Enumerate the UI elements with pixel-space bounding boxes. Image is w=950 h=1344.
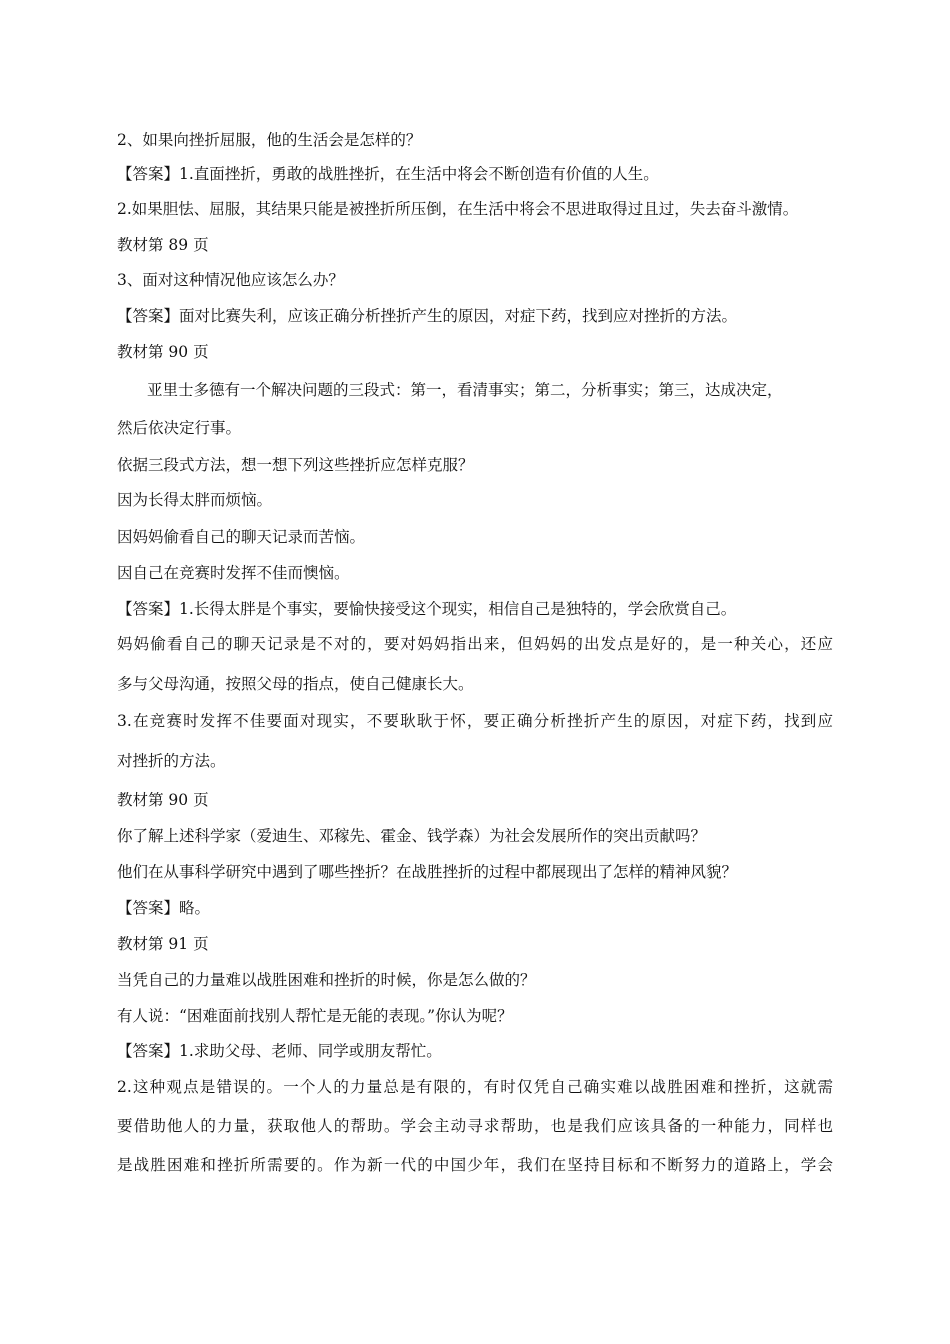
paragraph-line: 然后依决定行事。 (117, 419, 242, 437)
answer-line: 3.在竞赛时发挥不佳要面对现实，不要耿耿于怀，要正确分析挫折产生的原因，对症下药，找到应 (117, 712, 833, 730)
answer-line: 【答案】面对比赛失利，应该正确分析挫折产生的原因，对症下药，找到应对挫折的方法。 (117, 307, 738, 325)
answer-line: 【答案】1.求助父母、老师、同学或朋友帮忙。 (117, 1042, 442, 1060)
question-line: 3、面对这种情况他应该怎么办？ (117, 271, 344, 289)
question-line: 依据三段式方法，想一想下列这些挫折应怎样克服？ (117, 456, 474, 474)
question-line: 有人说：“困难面前找别人帮忙是无能的表现。”你认为呢？ (117, 1007, 513, 1025)
textbook-page-heading: 教材第 89 页 (117, 236, 209, 254)
question-line: 因自己在竞赛时发挥不佳而懊恼。 (117, 564, 350, 582)
answer-line: 要借助他人的力量，获取他人的帮助。学会主动寻求帮助，也是我们应该具备的一种能力，同样也 (117, 1117, 833, 1135)
question-line: 你了解上述科学家（爱迪生、邓稼先、霍金、钱学森）为社会发展所作的突出贡献吗？ (117, 827, 707, 845)
question-line: 2、如果向挫折屈服，他的生活会是怎样的？ (117, 131, 422, 149)
answer-line: 2.这种观点是错误的。一个人的力量总是有限的，有时仅凭自己确实难以战胜困难和挫折，这就需 (117, 1078, 833, 1096)
paragraph-line: 亚里士多德有一个解决问题的三段式：第一，看清事实；第二，分析事实；第三，达成决定， (147, 381, 783, 399)
answer-line: 【答案】1.长得太胖是个事实，要愉快接受这个现实，相信自己是独特的，学会欣赏自己。 (117, 600, 737, 618)
question-line: 当凭自己的力量难以战胜困难和挫折的时候，你是怎么做的？ (117, 971, 536, 989)
answer-line: 是战胜困难和挫折所需要的。作为新一代的中国少年，我们在坚持目标和不断努力的道路上，学会 (117, 1156, 833, 1174)
textbook-page-heading: 教材第 90 页 (117, 343, 209, 361)
answer-line: 对挫折的方法。 (117, 752, 226, 770)
answer-line: 多与父母沟通，按照父母的指点，使自己健康长大。 (117, 675, 474, 693)
answer-line: 【答案】略。 (117, 899, 211, 917)
textbook-page-heading: 教材第 90 页 (117, 791, 209, 809)
answer-line: 【答案】1.直面挫折，勇敢的战胜挫折，在生活中将会不断创造有价值的人生。 (117, 165, 659, 183)
answer-line: 妈妈偷看自己的聊天记录是不对的，要对妈妈指出来，但妈妈的出发点是好的，是一种关心，还应 (117, 635, 833, 653)
textbook-page-heading: 教材第 91 页 (117, 935, 209, 953)
question-line: 因为长得太胖而烦恼。 (117, 491, 273, 509)
question-line: 他们在从事科学研究中遇到了哪些挫折？在战胜挫折的过程中都展现出了怎样的精神风貌？ (117, 863, 738, 881)
question-line: 因妈妈偷看自己的聊天记录而苦恼。 (117, 528, 366, 546)
answer-line: 2.如果胆怯、屈服，其结果只能是被挫折所压倒，在生活中将会不思进取得过且过，失去奋斗激情。 (117, 200, 799, 218)
